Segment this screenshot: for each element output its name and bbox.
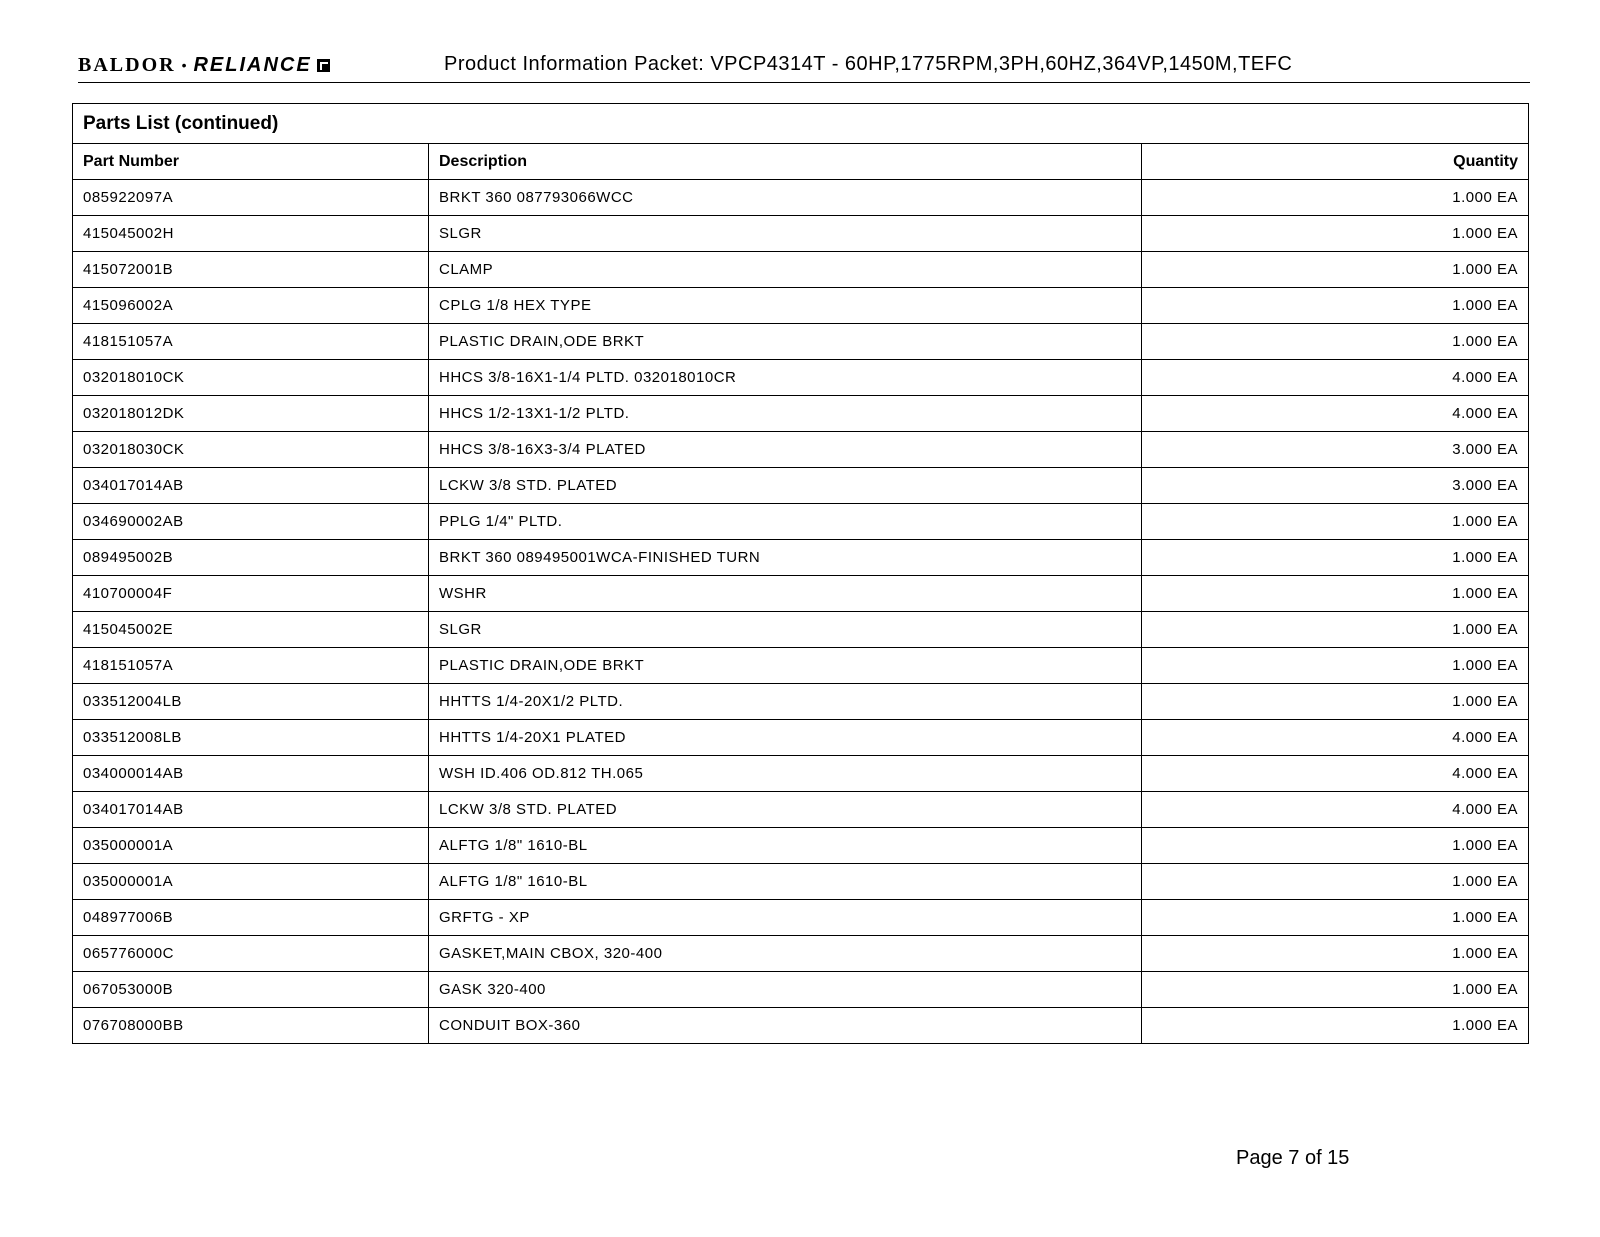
table-caption-row	[73, 104, 1529, 144]
quantity-cell: 1.000 EA	[1142, 936, 1529, 972]
quantity-cell: 1.000 EA	[1142, 684, 1529, 720]
table-row	[73, 324, 1529, 360]
part-number-cell: 034000014AB	[73, 756, 429, 792]
part-number-cell: 033512004LB	[73, 684, 429, 720]
description-cell: GRFTG - XP	[429, 900, 1142, 936]
part-number-cell: 067053000B	[73, 972, 429, 1008]
quantity-cell: 1.000 EA	[1142, 828, 1529, 864]
table-row	[73, 1008, 1529, 1044]
quantity-cell: 4.000 EA	[1142, 792, 1529, 828]
description-cell: HHCS 3/8-16X3-3/4 PLATED	[429, 432, 1142, 468]
table-row	[73, 684, 1529, 720]
quantity-cell: 4.000 EA	[1142, 360, 1529, 396]
part-number-cell: 418151057A	[73, 648, 429, 684]
part-number-cell: 065776000C	[73, 936, 429, 972]
part-number-cell: 033512008LB	[73, 720, 429, 756]
part-number-cell: 410700004F	[73, 576, 429, 612]
description-cell: CPLG 1/8 HEX TYPE	[429, 288, 1142, 324]
table-row	[73, 360, 1529, 396]
description-cell: CONDUIT BOX-360	[429, 1008, 1142, 1044]
table-header-row	[73, 144, 1529, 180]
part-number-cell: 076708000BB	[73, 1008, 429, 1044]
description-cell: BRKT 360 087793066WCC	[429, 180, 1142, 216]
logo-dot: •	[181, 57, 188, 73]
document-title: Product Information Packet: VPCP4314T - 60HP,1775RPM,3PH,60HZ,364VP,1450M,TEFC	[444, 53, 1293, 75]
description-cell: WSH ID.406 OD.812 TH.065	[429, 756, 1142, 792]
page-number: Page 7 of 15	[1236, 1147, 1350, 1169]
part-number-cell: 415045002E	[73, 612, 429, 648]
quantity-cell: 1.000 EA	[1142, 612, 1529, 648]
description-cell: CLAMP	[429, 252, 1142, 288]
table-row	[73, 288, 1529, 324]
description-cell: PPLG 1/4" PLTD.	[429, 504, 1142, 540]
quantity-cell: 1.000 EA	[1142, 288, 1529, 324]
table-row	[73, 828, 1529, 864]
description-cell: PLASTIC DRAIN,ODE BRKT	[429, 648, 1142, 684]
table-row	[73, 468, 1529, 504]
quantity-cell: 1.000 EA	[1142, 540, 1529, 576]
quantity-cell: 1.000 EA	[1142, 252, 1529, 288]
part-number-cell: 034017014AB	[73, 792, 429, 828]
description-cell: ALFTG 1/8" 1610-BL	[429, 864, 1142, 900]
table-row	[73, 504, 1529, 540]
quantity-cell: 1.000 EA	[1142, 900, 1529, 936]
part-number-cell: 035000001A	[73, 864, 429, 900]
description-cell: GASK 320-400	[429, 972, 1142, 1008]
baldor-reliance-logo	[78, 53, 330, 77]
table-row	[73, 252, 1529, 288]
logo-reliance-text: RELIANCE	[193, 53, 312, 76]
table-row	[73, 756, 1529, 792]
quantity-cell: 1.000 EA	[1142, 504, 1529, 540]
description-cell: HHTTS 1/4-20X1 PLATED	[429, 720, 1142, 756]
quantity-cell: 1.000 EA	[1142, 972, 1529, 1008]
table-row	[73, 648, 1529, 684]
table-row	[73, 972, 1529, 1008]
column-header-part-number: Part Number	[73, 144, 429, 180]
table-row	[73, 216, 1529, 252]
quantity-cell: 1.000 EA	[1142, 216, 1529, 252]
part-number-cell: 415096002A	[73, 288, 429, 324]
logo-baldor-text: BALDOR	[78, 53, 176, 76]
description-cell: LCKW 3/8 STD. PLATED	[429, 468, 1142, 504]
table-row	[73, 720, 1529, 756]
description-cell: SLGR	[429, 612, 1142, 648]
part-number-cell: 085922097A	[73, 180, 429, 216]
quantity-cell: 4.000 EA	[1142, 396, 1529, 432]
part-number-cell: 032018010CK	[73, 360, 429, 396]
page-header	[78, 52, 1530, 83]
description-cell: BRKT 360 089495001WCA-FINISHED TURN	[429, 540, 1142, 576]
table-caption: Parts List (continued)	[73, 104, 1529, 144]
table-row	[73, 612, 1529, 648]
part-number-cell: 035000001A	[73, 828, 429, 864]
description-cell: PLASTIC DRAIN,ODE BRKT	[429, 324, 1142, 360]
quantity-cell: 1.000 EA	[1142, 1008, 1529, 1044]
quantity-cell: 1.000 EA	[1142, 180, 1529, 216]
part-number-cell: 032018030CK	[73, 432, 429, 468]
logo-mark-icon	[317, 59, 330, 72]
description-cell: HHCS 3/8-16X1-1/4 PLTD. 032018010CR	[429, 360, 1142, 396]
description-cell: LCKW 3/8 STD. PLATED	[429, 792, 1142, 828]
part-number-cell: 034690002AB	[73, 504, 429, 540]
quantity-cell: 4.000 EA	[1142, 756, 1529, 792]
quantity-cell: 3.000 EA	[1142, 432, 1529, 468]
quantity-cell: 1.000 EA	[1142, 648, 1529, 684]
part-number-cell: 415045002H	[73, 216, 429, 252]
description-cell: WSHR	[429, 576, 1142, 612]
part-number-cell: 032018012DK	[73, 396, 429, 432]
part-number-cell: 089495002B	[73, 540, 429, 576]
quantity-cell: 1.000 EA	[1142, 576, 1529, 612]
description-cell: HHTTS 1/4-20X1/2 PLTD.	[429, 684, 1142, 720]
table-row	[73, 792, 1529, 828]
parts-list-table	[72, 103, 1529, 1044]
description-cell: SLGR	[429, 216, 1142, 252]
part-number-cell: 415072001B	[73, 252, 429, 288]
table-row	[73, 396, 1529, 432]
quantity-cell: 1.000 EA	[1142, 864, 1529, 900]
table-row	[73, 180, 1529, 216]
table-row	[73, 576, 1529, 612]
table-row	[73, 936, 1529, 972]
quantity-cell: 3.000 EA	[1142, 468, 1529, 504]
column-header-quantity: Quantity	[1142, 144, 1529, 180]
part-number-cell: 048977006B	[73, 900, 429, 936]
column-header-description: Description	[429, 144, 1142, 180]
description-cell: HHCS 1/2-13X1-1/2 PLTD.	[429, 396, 1142, 432]
table-row	[73, 432, 1529, 468]
description-cell: ALFTG 1/8" 1610-BL	[429, 828, 1142, 864]
description-cell: GASKET,MAIN CBOX, 320-400	[429, 936, 1142, 972]
table-body	[73, 180, 1529, 1044]
quantity-cell: 4.000 EA	[1142, 720, 1529, 756]
table-row	[73, 540, 1529, 576]
table-row	[73, 864, 1529, 900]
table-row	[73, 900, 1529, 936]
quantity-cell: 1.000 EA	[1142, 324, 1529, 360]
part-number-cell: 418151057A	[73, 324, 429, 360]
part-number-cell: 034017014AB	[73, 468, 429, 504]
